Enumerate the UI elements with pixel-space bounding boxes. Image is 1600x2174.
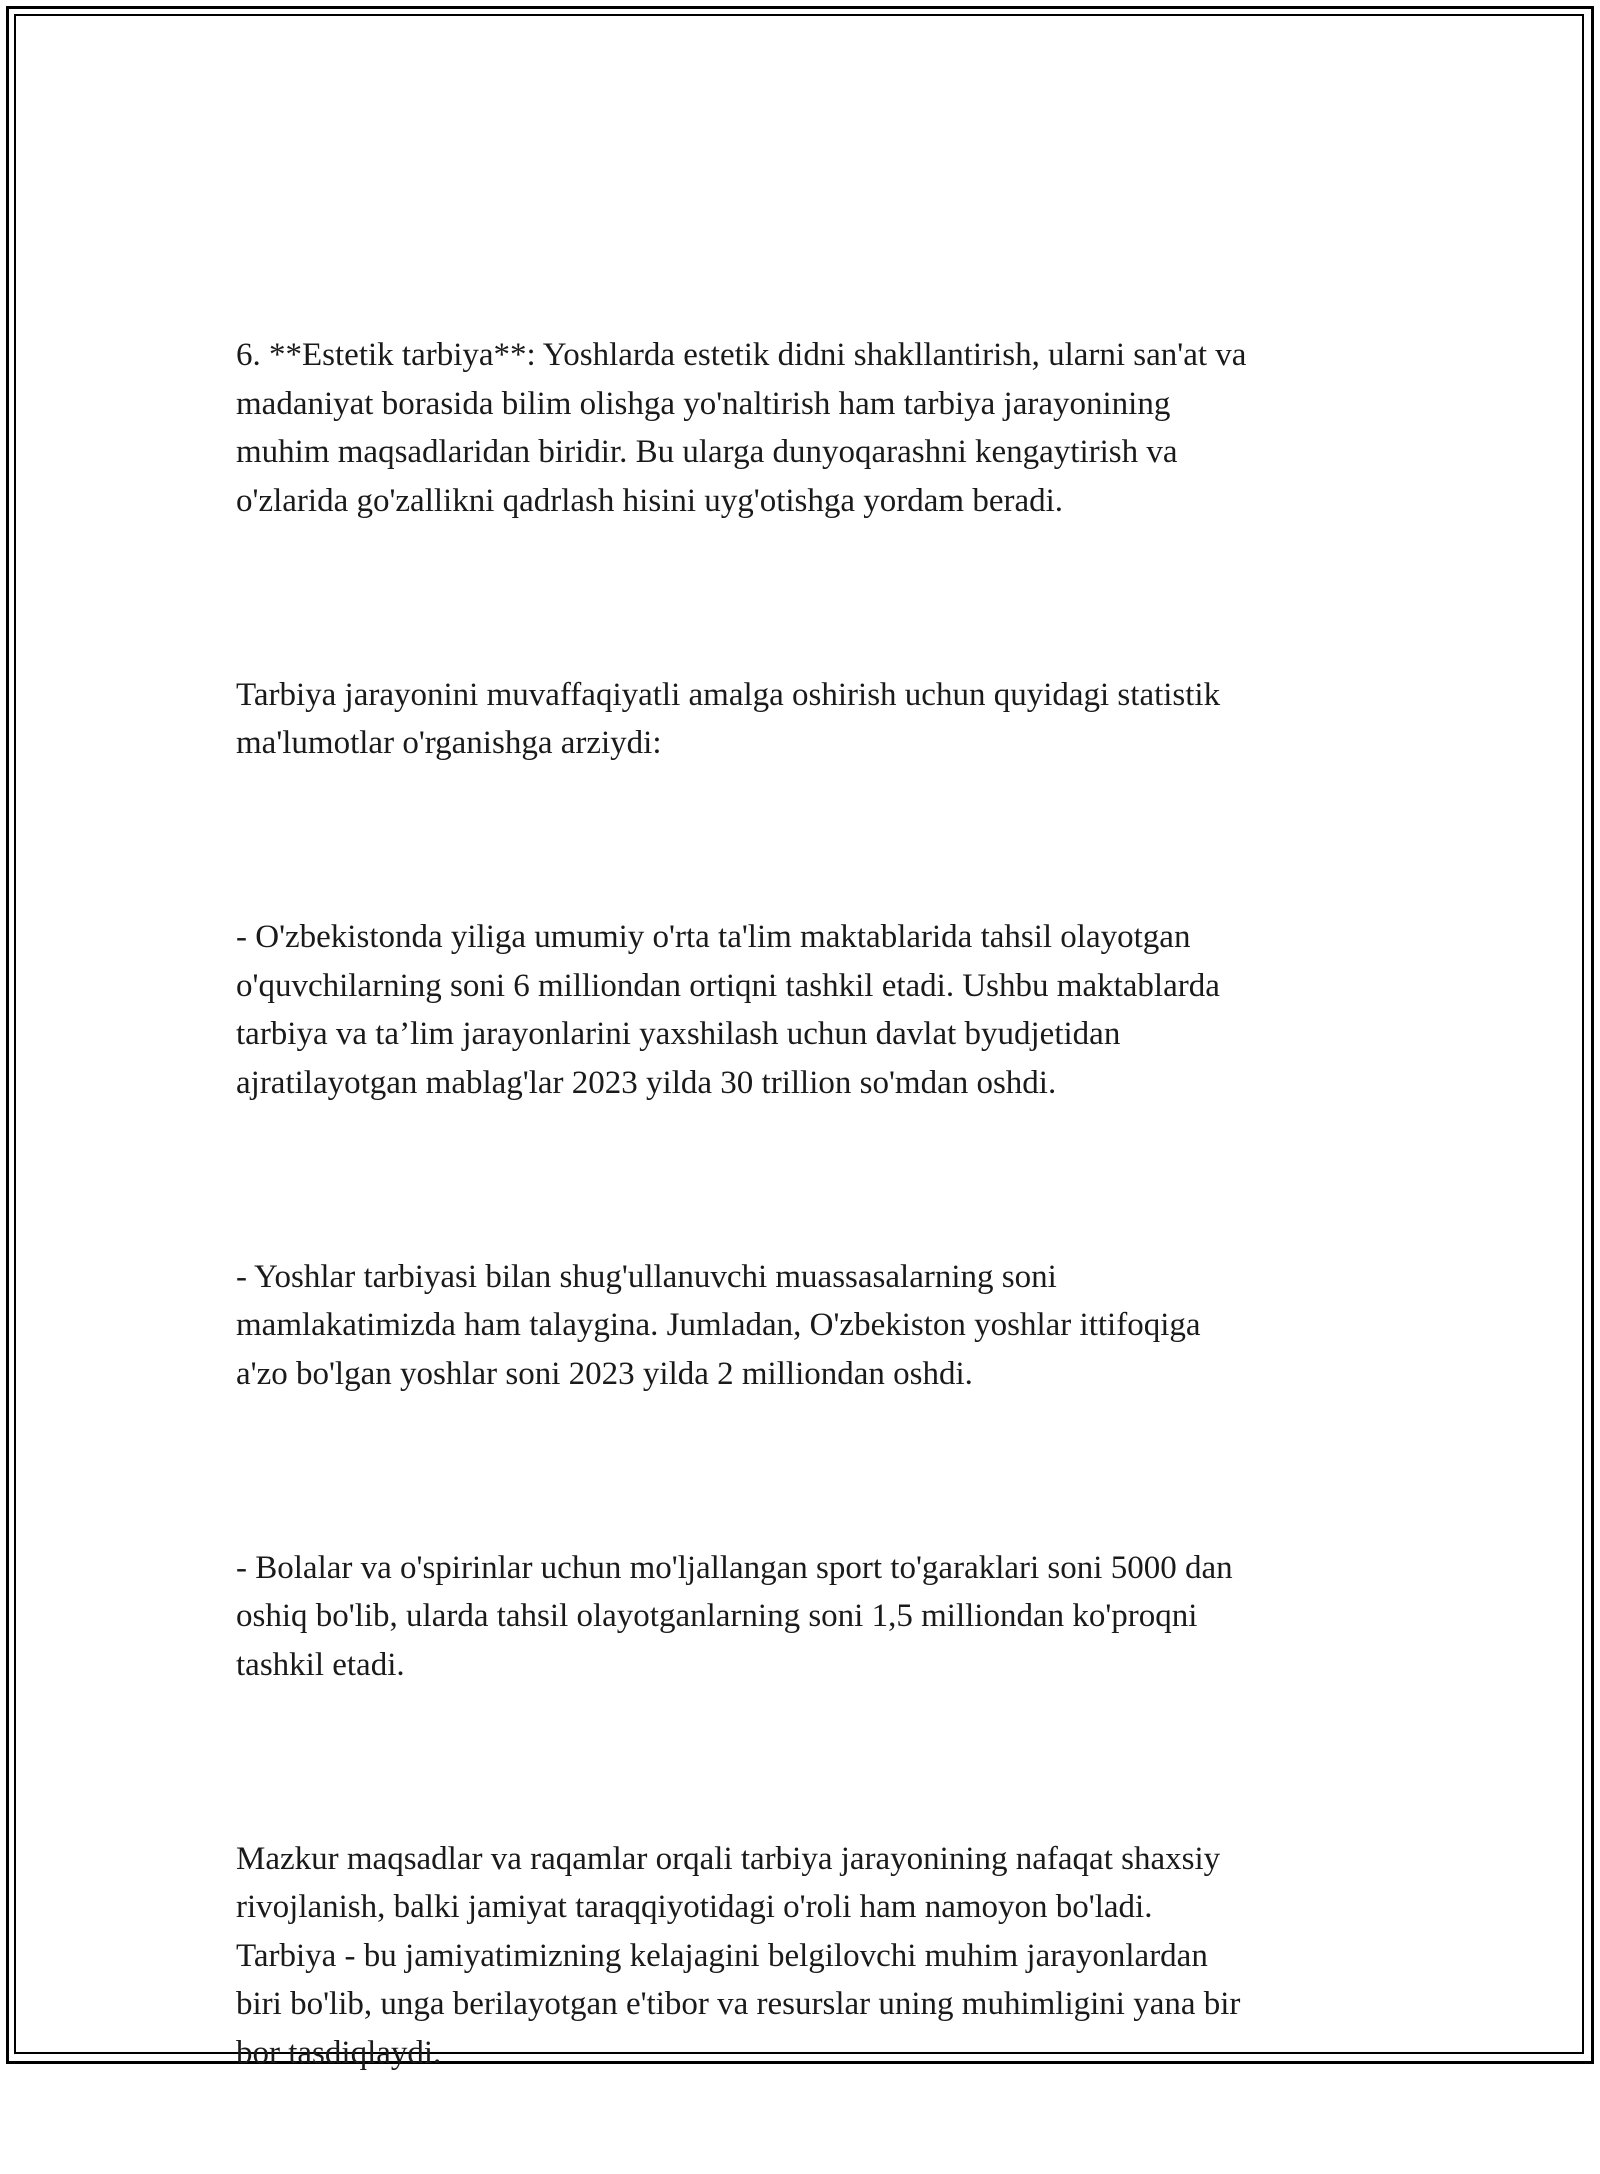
paragraph-aesthetic-education: 6. **Estetik tarbiya**: Yoshlarda estetik didni shakllantirish, ularni san'at va madaniyat borasida bilim olishga yo'naltirish ham tarbiya jarayonining muhim maqsadlaridan biridir. Bu ularga dunyoqarashni kengaytirish va o'zlarida go'zallikni qadrlash hisini uyg'otishga yordam beradi. [236, 337, 1247, 519]
paragraph-sport-clubs-statistic: - Bolalar va o'spirinlar uchun mo'ljallangan sport to'garaklari soni 5000 dan oshiq bo'lib, ularda tahsil olayotganlarning soni 1,5 milliondan ko'proqni tashkil etadi. [236, 1549, 1233, 1683]
paragraph-statistics-intro: Tarbiya jarayonini muvaffaqiyatli amalga oshirish uchun quyidagi statistik ma'lumotlar o'rganishga arziydi: [236, 676, 1221, 761]
document-body [236, 234, 1376, 2174]
paragraph-conclusion: Mazkur maqsadlar va raqamlar orqali tarbiya jarayonining nafaqat shaxsiy rivojlanish, balki jamiyat taraqqiyotidagi o'roli ham namoyon bo'ladi. Tarbiya - bu jamiyatimizning kelajagini belgilovchi muhim jarayonlardan biri bo'lib, unga berilayotgan e'tibor va resurslar uning muhimligini yana bir bor tasdiqlaydi. [236, 1840, 1241, 2071]
paragraph-schools-statistic: - O'zbekistonda yiliga umumiy o'rta ta'lim maktablarida tahsil olayotgan o'quvchilarning soni 6 milliondan ortiqni tashkil etadi. Ushbu maktablarda tarbiya va ta’lim jarayonlarini yaxshilash uchun davlat byudjetidan ajratilayotgan mablag'lar 2023 yilda 30 trillion so'mdan oshdi. [236, 919, 1220, 1101]
paragraph-youth-organizations-statistic: - Yoshlar tarbiyasi bilan shug'ullanuvchi muassasalarning soni mamlakatimizda ham talaygina. Jumladan, O'zbekiston yoshlar ittifoqiga a'zo bo'lgan yoshlar soni 2023 yilda 2 milliondan oshdi. [236, 1258, 1201, 1392]
